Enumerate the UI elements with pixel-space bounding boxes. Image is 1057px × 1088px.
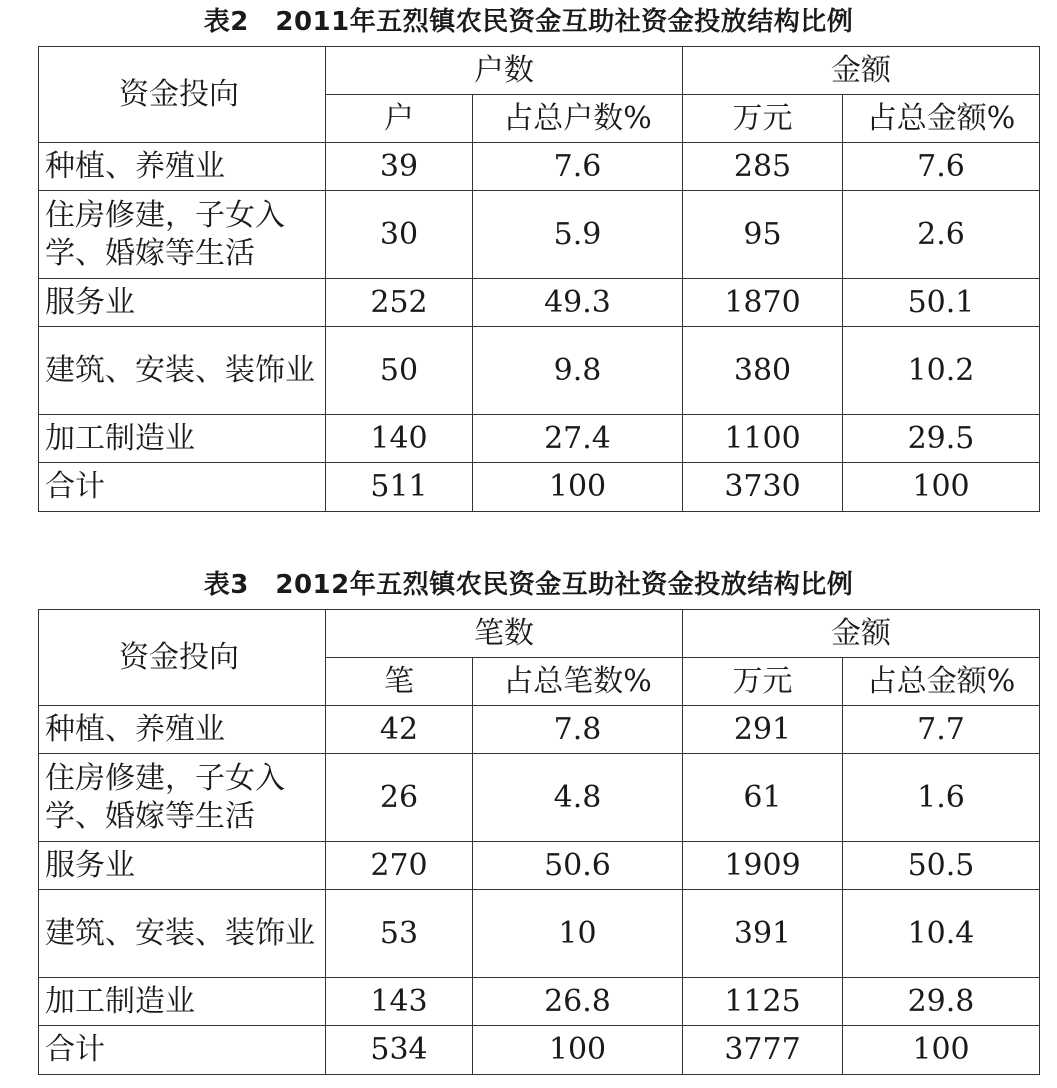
row-label: 建筑、安装、装饰业 xyxy=(39,327,326,415)
subheader-count: 户 xyxy=(326,95,473,143)
cell-count: 511 xyxy=(326,463,473,512)
table-row xyxy=(39,706,1040,754)
cell-amount-pct: 50.5 xyxy=(843,842,1040,890)
cell-count-pct: 5.9 xyxy=(473,191,683,279)
cell-amount-pct: 7.7 xyxy=(843,706,1040,754)
cell-count-pct: 100 xyxy=(473,1026,683,1075)
row-label: 服务业 xyxy=(39,842,326,890)
cell-count: 50 xyxy=(326,327,473,415)
table-row xyxy=(39,279,1040,327)
header-row-label: 资金投向 xyxy=(39,610,326,706)
subheader-count-pct: 占总户数% xyxy=(473,95,683,143)
cell-amount: 285 xyxy=(683,143,843,191)
cell-amount-pct: 29.5 xyxy=(843,415,1040,463)
cell-count-pct: 7.8 xyxy=(473,706,683,754)
table-row-total xyxy=(39,463,1040,512)
cell-count-pct: 49.3 xyxy=(473,279,683,327)
cell-count: 39 xyxy=(326,143,473,191)
cell-count: 30 xyxy=(326,191,473,279)
cell-count: 140 xyxy=(326,415,473,463)
cell-count-pct: 7.6 xyxy=(473,143,683,191)
cell-amount-pct: 1.6 xyxy=(843,754,1040,842)
cell-count: 53 xyxy=(326,890,473,978)
cell-amount-pct: 2.6 xyxy=(843,191,1040,279)
row-label: 合计 xyxy=(39,463,326,512)
row-label: 住房修建，子女入学、婚嫁等生活 xyxy=(39,191,326,279)
cell-count: 143 xyxy=(326,978,473,1026)
cell-count-pct: 4.8 xyxy=(473,754,683,842)
cell-count: 534 xyxy=(326,1026,473,1075)
cell-amount: 95 xyxy=(683,191,843,279)
cell-amount: 380 xyxy=(683,327,843,415)
cell-count-pct: 9.8 xyxy=(473,327,683,415)
cell-amount: 1100 xyxy=(683,415,843,463)
cell-count-pct: 27.4 xyxy=(473,415,683,463)
cell-amount: 291 xyxy=(683,706,843,754)
table-row xyxy=(39,842,1040,890)
table-row xyxy=(39,754,1040,842)
cell-amount: 1870 xyxy=(683,279,843,327)
subheader-count: 笔 xyxy=(326,658,473,706)
cell-count-pct: 50.6 xyxy=(473,842,683,890)
table-row xyxy=(39,978,1040,1026)
cell-amount-pct: 7.6 xyxy=(843,143,1040,191)
cell-count-pct: 26.8 xyxy=(473,978,683,1026)
header-row-label: 资金投向 xyxy=(39,47,326,143)
cell-amount-pct: 10.2 xyxy=(843,327,1040,415)
row-label: 建筑、安装、装饰业 xyxy=(39,890,326,978)
cell-count: 42 xyxy=(326,706,473,754)
cell-amount: 391 xyxy=(683,890,843,978)
table-3 xyxy=(38,609,1040,1075)
cell-amount: 3730 xyxy=(683,463,843,512)
table-row xyxy=(39,191,1040,279)
cell-count: 252 xyxy=(326,279,473,327)
cell-amount-pct: 50.1 xyxy=(843,279,1040,327)
header-group-count: 笔数 xyxy=(326,610,683,658)
row-label: 种植、养殖业 xyxy=(39,706,326,754)
table-row xyxy=(39,327,1040,415)
table-row-total xyxy=(39,1026,1040,1075)
row-label: 加工制造业 xyxy=(39,978,326,1026)
subheader-amount: 万元 xyxy=(683,658,843,706)
table-2-caption: 表2 2011年五烈镇农民资金互助社资金投放结构比例 xyxy=(203,7,854,37)
header-group-amount: 金额 xyxy=(683,610,1040,658)
cell-amount-pct: 29.8 xyxy=(843,978,1040,1026)
table-row xyxy=(39,890,1040,978)
table-3-caption: 表3 2012年五烈镇农民资金互助社资金投放结构比例 xyxy=(203,570,854,600)
row-label: 合计 xyxy=(39,1026,326,1075)
table-2 xyxy=(38,46,1040,512)
table-row xyxy=(39,415,1040,463)
cell-count: 26 xyxy=(326,754,473,842)
subheader-amount-pct: 占总金额% xyxy=(843,658,1040,706)
table-row xyxy=(39,143,1040,191)
cell-amount-pct: 100 xyxy=(843,1026,1040,1075)
cell-count-pct: 10 xyxy=(473,890,683,978)
header-group-amount: 金额 xyxy=(683,47,1040,95)
cell-amount-pct: 10.4 xyxy=(843,890,1040,978)
cell-amount-pct: 100 xyxy=(843,463,1040,512)
cell-count: 270 xyxy=(326,842,473,890)
row-label: 住房修建，子女入学、婚嫁等生活 xyxy=(39,754,326,842)
cell-amount: 1125 xyxy=(683,978,843,1026)
cell-count-pct: 100 xyxy=(473,463,683,512)
row-label: 加工制造业 xyxy=(39,415,326,463)
subheader-amount: 万元 xyxy=(683,95,843,143)
cell-amount: 1909 xyxy=(683,842,843,890)
cell-amount: 3777 xyxy=(683,1026,843,1075)
row-label: 服务业 xyxy=(39,279,326,327)
row-label: 种植、养殖业 xyxy=(39,143,326,191)
header-group-count: 户数 xyxy=(326,47,683,95)
subheader-count-pct: 占总笔数% xyxy=(473,658,683,706)
cell-amount: 61 xyxy=(683,754,843,842)
subheader-amount-pct: 占总金额% xyxy=(843,95,1040,143)
